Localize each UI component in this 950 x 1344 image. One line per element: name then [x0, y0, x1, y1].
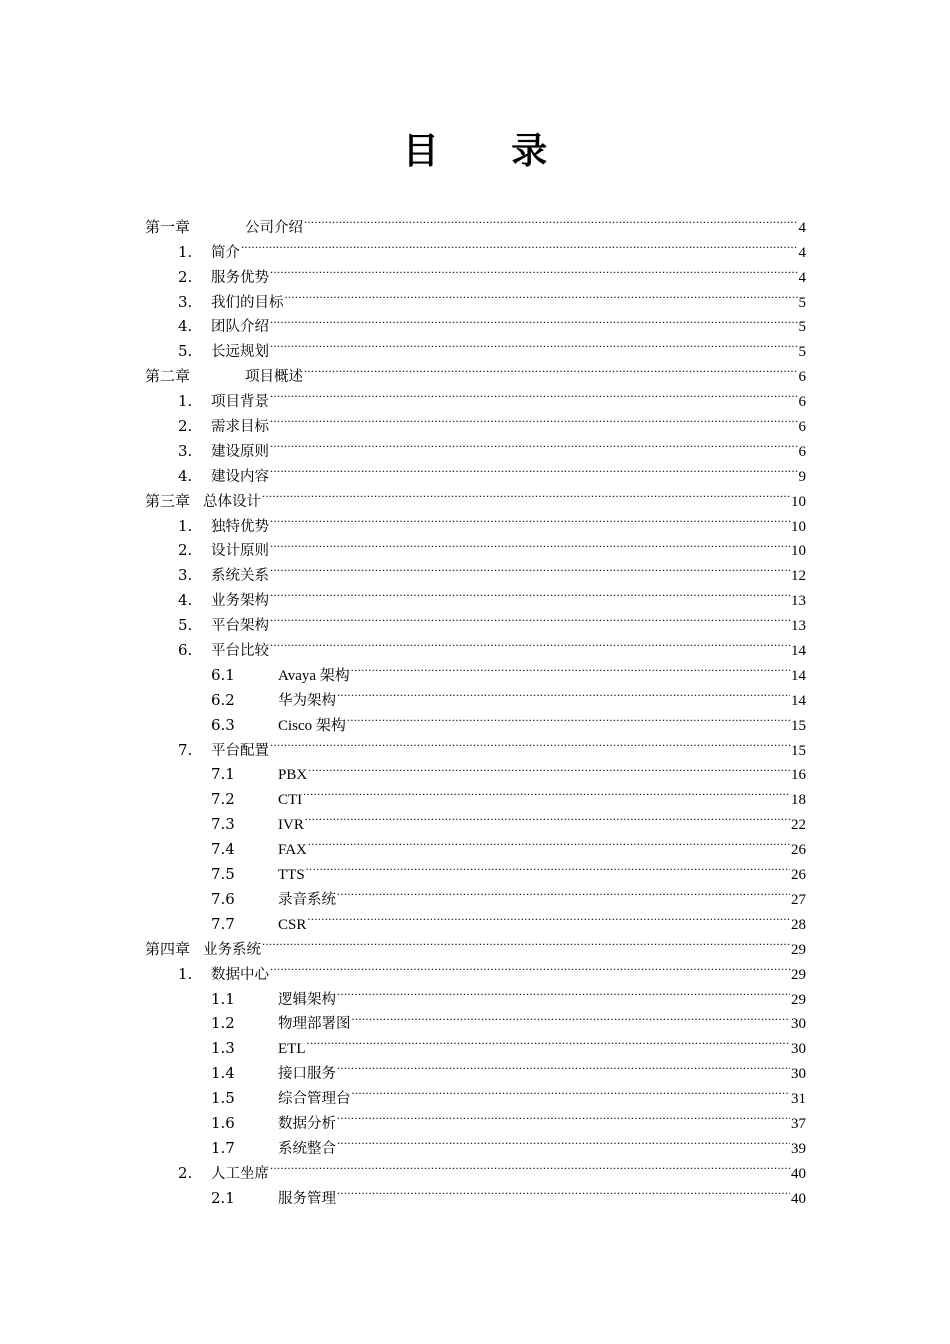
toc-entry-label: 华为架构 — [278, 692, 336, 709]
toc-entry-page: 6 — [798, 369, 806, 386]
toc-entry-number: 6. — [178, 641, 193, 660]
toc-dot-leader — [270, 630, 790, 655]
toc-entry[interactable] — [145, 232, 806, 261]
toc-entry-number: 7.5 — [211, 865, 235, 884]
toc-dot-leader — [308, 755, 790, 780]
toc-dot-leader — [337, 1053, 790, 1078]
toc-entry[interactable] — [145, 555, 806, 585]
toc-entry-label: 综合管理台 — [278, 1091, 351, 1108]
toc-entry-page: 40 — [791, 1165, 806, 1182]
toc-entry[interactable] — [145, 655, 806, 684]
toc-entry-number: 1. — [178, 242, 193, 261]
toc-entry-label: Cisco 架构 — [278, 717, 346, 734]
toc-entry[interactable] — [145, 406, 806, 436]
toc-dot-leader — [307, 1028, 791, 1053]
toc-entry-label: 物理部署图 — [278, 1016, 351, 1033]
toc-entry[interactable] — [145, 804, 806, 834]
toc-entry-page: 22 — [791, 817, 806, 834]
toc-entry-page: 28 — [791, 916, 806, 933]
toc-entry-label: 数据中心 — [211, 966, 269, 983]
toc-entry-number: 1.7 — [211, 1138, 235, 1157]
toc-entry-label: 需求目标 — [211, 419, 269, 436]
toc-entry-label: 逻辑架构 — [278, 991, 336, 1008]
toc-dot-leader — [270, 381, 798, 406]
toc-entry-page: 5 — [798, 344, 806, 361]
toc-entry-label: 数据分析 — [278, 1115, 336, 1132]
toc-dot-leader — [270, 1153, 790, 1178]
toc-entry[interactable] — [145, 1103, 806, 1132]
toc-title: 目 录 — [402, 131, 578, 172]
toc-entry[interactable] — [145, 779, 806, 809]
toc-entry-number: 2. — [178, 1163, 193, 1182]
toc-entry[interactable] — [145, 431, 806, 460]
toc-dot-leader — [270, 406, 798, 431]
toc-entry-page: 5 — [798, 294, 806, 311]
toc-entry[interactable] — [145, 605, 806, 635]
toc-dot-leader — [270, 580, 790, 605]
toc-entry-number: 1.6 — [211, 1113, 235, 1132]
toc-entry[interactable] — [145, 979, 806, 1008]
toc-entry-number: 3. — [178, 292, 193, 311]
toc-entry-page: 40 — [791, 1190, 806, 1207]
toc-dot-leader — [270, 531, 790, 556]
toc-entry-number: 第四章 — [145, 939, 191, 958]
toc-dot-leader — [337, 1103, 790, 1128]
toc-entry-label: 设计原则 — [211, 543, 269, 560]
toc-entry[interactable] — [145, 1053, 806, 1083]
toc-entry-number: 2.1 — [211, 1188, 235, 1207]
toc-entry-page: 37 — [791, 1115, 806, 1132]
toc-entry-label: 公司介绍 — [245, 219, 303, 236]
toc-entry-label: 建设原则 — [211, 443, 269, 460]
toc-entry-label: TTS — [278, 867, 305, 884]
toc-entry-label: PBX — [278, 767, 308, 784]
toc-entry[interactable] — [145, 1028, 806, 1058]
toc-entry-page: 4 — [798, 244, 806, 261]
toc-entry-label: Avaya 架构 — [278, 667, 350, 684]
toc-entry-page: 26 — [791, 867, 806, 884]
toc-entry-number: 5. — [178, 342, 193, 361]
toc-entry-number: 4. — [178, 591, 193, 610]
toc-entry-number: 1. — [178, 392, 193, 411]
toc-dot-leader — [308, 829, 790, 854]
toc-dot-leader — [337, 879, 790, 904]
toc-entry-number: 2. — [178, 417, 193, 436]
toc-entry-label: 业务架构 — [211, 593, 269, 610]
toc-entry-page: 6 — [798, 443, 806, 460]
toc-entry-page: 10 — [791, 518, 806, 535]
toc-entry[interactable] — [145, 531, 806, 560]
toc-entry-page: 13 — [791, 618, 806, 635]
toc-entry[interactable] — [145, 282, 806, 311]
toc-entry-label: 服务优势 — [211, 269, 269, 286]
toc-entry[interactable] — [145, 331, 806, 361]
toc-entry-page: 29 — [791, 991, 806, 1008]
toc-entry-number: 5. — [178, 616, 193, 635]
toc-entry-label: ETL — [278, 1041, 306, 1058]
toc-dot-leader — [270, 257, 798, 282]
toc-entry-number: 7.4 — [211, 840, 235, 859]
toc-entry-label: 独特优势 — [211, 518, 269, 535]
toc-entry-number: 2. — [178, 267, 193, 286]
toc-dot-leader — [351, 655, 790, 680]
toc-entry-number: 第二章 — [145, 367, 191, 386]
toc-entry-label: 系统关系 — [211, 568, 269, 585]
toc-entry-page: 27 — [791, 891, 806, 908]
toc-entry-page: 14 — [791, 643, 806, 660]
toc-entry-label: 接口服务 — [278, 1066, 336, 1083]
toc-entry-page: 14 — [791, 692, 806, 709]
toc-entry-number: 第三章 — [145, 491, 191, 510]
toc-dot-leader — [306, 854, 790, 879]
toc-entry[interactable] — [145, 456, 806, 485]
toc-entry-number: 1.2 — [211, 1014, 235, 1033]
toc-entry-label: 总体设计 — [203, 493, 261, 510]
toc-entry-page: 15 — [791, 742, 806, 759]
toc-dot-leader — [352, 1004, 791, 1029]
toc-entry-page: 18 — [791, 792, 806, 809]
toc-dot-leader — [352, 1078, 791, 1103]
toc-entry-page: 29 — [791, 966, 806, 983]
table-of-contents — [145, 207, 806, 1207]
toc-entry[interactable] — [145, 381, 806, 411]
toc-entry-page: 4 — [798, 269, 806, 286]
toc-entry[interactable] — [145, 904, 806, 933]
toc-entry-label: CSR — [278, 916, 307, 933]
toc-entry[interactable] — [145, 257, 806, 286]
toc-entry-label: 系统整合 — [278, 1140, 336, 1157]
toc-entry-label: 平台配置 — [211, 742, 269, 759]
toc-entry[interactable] — [145, 854, 806, 884]
toc-dot-leader — [304, 207, 798, 232]
toc-entry-number: 3. — [178, 566, 193, 585]
toc-entry[interactable] — [145, 1178, 806, 1207]
toc-entry-label: FAX — [278, 842, 307, 859]
toc-dot-leader — [270, 730, 790, 755]
toc-entry[interactable] — [145, 630, 806, 660]
toc-entry-page: 14 — [791, 667, 806, 684]
toc-dot-leader — [304, 356, 798, 381]
toc-entry-page: 30 — [791, 1016, 806, 1033]
toc-dot-leader — [270, 954, 790, 979]
toc-entry[interactable] — [145, 1078, 806, 1108]
toc-entry-label: 项目概述 — [245, 369, 303, 386]
toc-entry-number: 第一章 — [145, 217, 191, 236]
toc-dot-leader — [337, 1128, 790, 1153]
toc-entry-number: 2. — [178, 541, 193, 560]
toc-entry-page: 6 — [798, 419, 806, 436]
toc-entry-number: 1.4 — [211, 1064, 235, 1083]
toc-entry-page: 12 — [791, 568, 806, 585]
toc-entry-number: 3. — [178, 441, 193, 460]
toc-entry-label: 建设内容 — [211, 468, 269, 485]
toc-entry-label: 录音系统 — [278, 891, 336, 908]
toc-dot-leader — [337, 680, 790, 705]
toc-entry-number: 6.3 — [211, 715, 235, 734]
toc-entry-page: 39 — [791, 1140, 806, 1157]
toc-dot-leader — [270, 605, 790, 630]
toc-dot-leader — [270, 456, 798, 481]
toc-entry-number: 1. — [178, 964, 193, 983]
toc-entry[interactable] — [145, 307, 806, 336]
toc-entry-number: 1.3 — [211, 1039, 235, 1058]
toc-entry[interactable] — [145, 730, 806, 759]
toc-entry[interactable] — [145, 879, 806, 908]
toc-entry[interactable] — [145, 929, 806, 958]
toc-dot-leader — [262, 929, 790, 954]
toc-entry-page: 15 — [791, 717, 806, 734]
toc-dot-leader — [270, 307, 798, 332]
toc-entry-page: 10 — [791, 543, 806, 560]
toc-entry[interactable] — [145, 829, 806, 859]
toc-dot-leader — [307, 904, 790, 929]
toc-dot-leader — [337, 1178, 790, 1203]
toc-entry-label: 服务管理 — [278, 1190, 336, 1207]
toc-entry-number: 1.1 — [211, 989, 235, 1008]
toc-entry-label: 平台架构 — [211, 618, 269, 635]
toc-entry-number: 7.6 — [211, 889, 235, 908]
toc-entry[interactable] — [145, 1153, 806, 1182]
toc-entry[interactable] — [145, 481, 806, 510]
toc-entry-page: 26 — [791, 842, 806, 859]
toc-entry-number: 4. — [178, 466, 193, 485]
toc-entry-label: 业务系统 — [203, 941, 261, 958]
toc-entry[interactable] — [145, 755, 806, 784]
toc-dot-leader — [305, 804, 790, 829]
toc-entry-page: 31 — [791, 1091, 806, 1108]
toc-entry-number: 1. — [178, 516, 193, 535]
toc-dot-leader — [285, 282, 798, 307]
toc-entry-number: 6.2 — [211, 690, 235, 709]
toc-entry[interactable] — [145, 1128, 806, 1157]
toc-entry[interactable] — [145, 506, 806, 535]
toc-entry-label: 我们的目标 — [211, 294, 284, 311]
toc-entry-number: 1.5 — [211, 1089, 235, 1108]
toc-entry[interactable] — [145, 705, 806, 734]
toc-entry-number: 7. — [178, 740, 193, 759]
toc-entry-page: 16 — [791, 767, 806, 784]
toc-entry[interactable] — [145, 1004, 806, 1033]
toc-entry-label: 平台比较 — [211, 643, 269, 660]
toc-entry-number: 7.2 — [211, 790, 235, 809]
toc-entry[interactable] — [145, 356, 806, 386]
toc-dot-leader — [270, 431, 798, 456]
toc-dot-leader — [241, 232, 798, 257]
toc-dot-leader — [262, 481, 790, 506]
toc-dot-leader — [270, 506, 790, 531]
toc-dot-leader — [303, 779, 790, 804]
toc-entry-label: 团队介绍 — [211, 319, 269, 336]
toc-entry-page: 30 — [791, 1066, 806, 1083]
toc-entry[interactable] — [145, 680, 806, 709]
toc-dot-leader — [270, 331, 798, 356]
toc-entry-number: 4. — [178, 317, 193, 336]
toc-entry-label: CTI — [278, 792, 303, 809]
toc-entry-page: 10 — [791, 493, 806, 510]
toc-entry-page: 9 — [798, 468, 806, 485]
toc-entry-label: IVR — [278, 817, 304, 834]
toc-entry-number: 6.1 — [211, 665, 235, 684]
toc-entry-label: 长远规划 — [211, 344, 269, 361]
toc-entry[interactable] — [145, 207, 806, 236]
toc-dot-leader — [337, 979, 790, 1004]
toc-entry-page: 6 — [798, 394, 806, 411]
toc-entry-page: 13 — [791, 593, 806, 610]
toc-dot-leader — [347, 705, 790, 730]
toc-dot-leader — [270, 555, 790, 580]
toc-entry-label: 人工坐席 — [211, 1165, 269, 1182]
toc-entry[interactable] — [145, 954, 806, 983]
toc-entry-page: 4 — [798, 219, 806, 236]
toc-entry-number: 7.1 — [211, 765, 235, 784]
toc-entry-page: 29 — [791, 941, 806, 958]
toc-entry-number: 7.7 — [211, 914, 235, 933]
toc-entry-label: 项目背景 — [211, 394, 269, 411]
toc-entry-page: 5 — [798, 319, 806, 336]
toc-entry[interactable] — [145, 580, 806, 610]
toc-entry-number: 7.3 — [211, 815, 235, 834]
toc-entry-label: 简介 — [211, 244, 240, 261]
toc-entry-page: 30 — [791, 1041, 806, 1058]
